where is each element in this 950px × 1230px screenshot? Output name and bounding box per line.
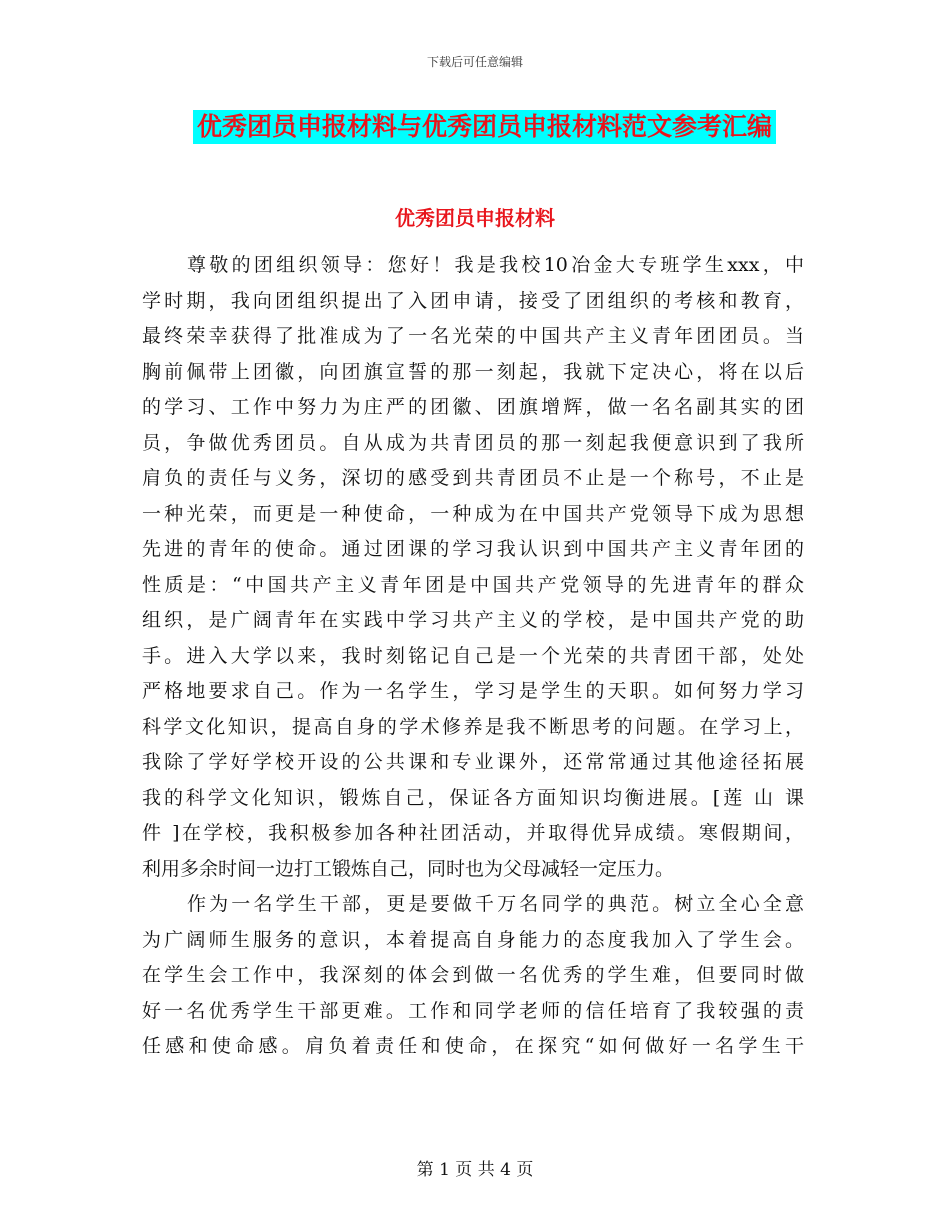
text-line: 我除了学好学校开设的公共课和专业课外，还常常通过其他途径拓展 <box>142 751 804 773</box>
text-line: 任感和使命感。肩负着责任和使命，在探究“如何做好一名学生干 <box>142 1035 804 1057</box>
text-line: 我的科学文化知识，锻炼自己，保证各方面知识均衡进展。[莲 山 课 <box>142 786 804 809</box>
text-line: 作为一名学生干部，更是要做千万名同学的典范。树立全心全意 <box>187 893 804 915</box>
text-line: 先进的青年的使命。通过团课的学习我认识到中国共产主义青年团的 <box>142 538 804 560</box>
document-title: 优秀团员申报材料与优秀团员申报材料范文参考汇编 <box>193 110 776 144</box>
text-line: 严格地要求自己。作为一名学生，学习是学生的天职。如何努力学习 <box>142 680 804 702</box>
text-line: 一种光荣，而更是一种使命，一种成为在中国共产党领导下成为思想 <box>142 502 804 525</box>
text-line: 的学习、工作中努力为庄严的团徽、团旗增辉，做一名名副其实的团 <box>142 396 804 418</box>
text-line: 在学生会工作中，我深刻的体会到做一名优秀的学生难，但要同时做 <box>142 964 804 986</box>
text-line: 性质是：“中国共产主义青年团是中国共产党领导的先进青年的群众 <box>142 573 804 596</box>
text-line: 肩负的责任与义务，深切的感受到共青团员不止是一个称号，不止是 <box>142 467 804 489</box>
paragraph-2 <box>142 887 804 1065</box>
text-line: 学时期，我向团组织提出了入团申请，接受了团组织的考核和教育， <box>142 289 804 312</box>
paragraph-1 <box>142 248 804 887</box>
text-line: 件 ]在学校，我积极参加各种社团活动，并取得优异成绩。寒假期间， <box>142 822 804 844</box>
text-line: 员，争做优秀团员。自从成为共青团员的那一刻起我便意识到了我所 <box>142 431 804 454</box>
section-title: 优秀团员申报材料 <box>395 206 555 230</box>
body-text <box>142 248 804 1065</box>
text-line: 最终荣幸获得了批准成为了一名光荣的中国共产主义青年团团员。当 <box>142 325 804 347</box>
text-line: 手。进入大学以来，我时刻铭记自己是一个光荣的共青团干部，处处 <box>142 644 804 667</box>
text-line: 为广阔师生服务的意识，本着提高自身能力的态度我加入了学生会。 <box>142 928 804 951</box>
text-line: 科学文化知识，提高自身的学术修养是我不断思考的问题。在学习上， <box>142 715 804 738</box>
header-note: 下载后可任意编辑 <box>426 55 523 69</box>
text-line: 胸前佩带上团徽，向团旗宣誓的那一刻起，我就下定决心，将在以后 <box>142 360 804 383</box>
text-line: 好一名优秀学生干部更难。工作和同学老师的信任培育了我较强的责 <box>142 999 804 1022</box>
text-line: 组织，是广阔青年在实践中学习共产主义的学校，是中国共产党的助 <box>142 609 804 631</box>
text-line: 尊敬的团组织领导：您好！我是我校10冶金大专班学生xxx，中 <box>187 254 804 276</box>
page-footer: 第 1 页 共 4 页 <box>416 1160 534 1180</box>
text-line: 利用多余时间一边打工锻炼自己，同时也为父母减轻一定压力。 <box>142 857 675 880</box>
